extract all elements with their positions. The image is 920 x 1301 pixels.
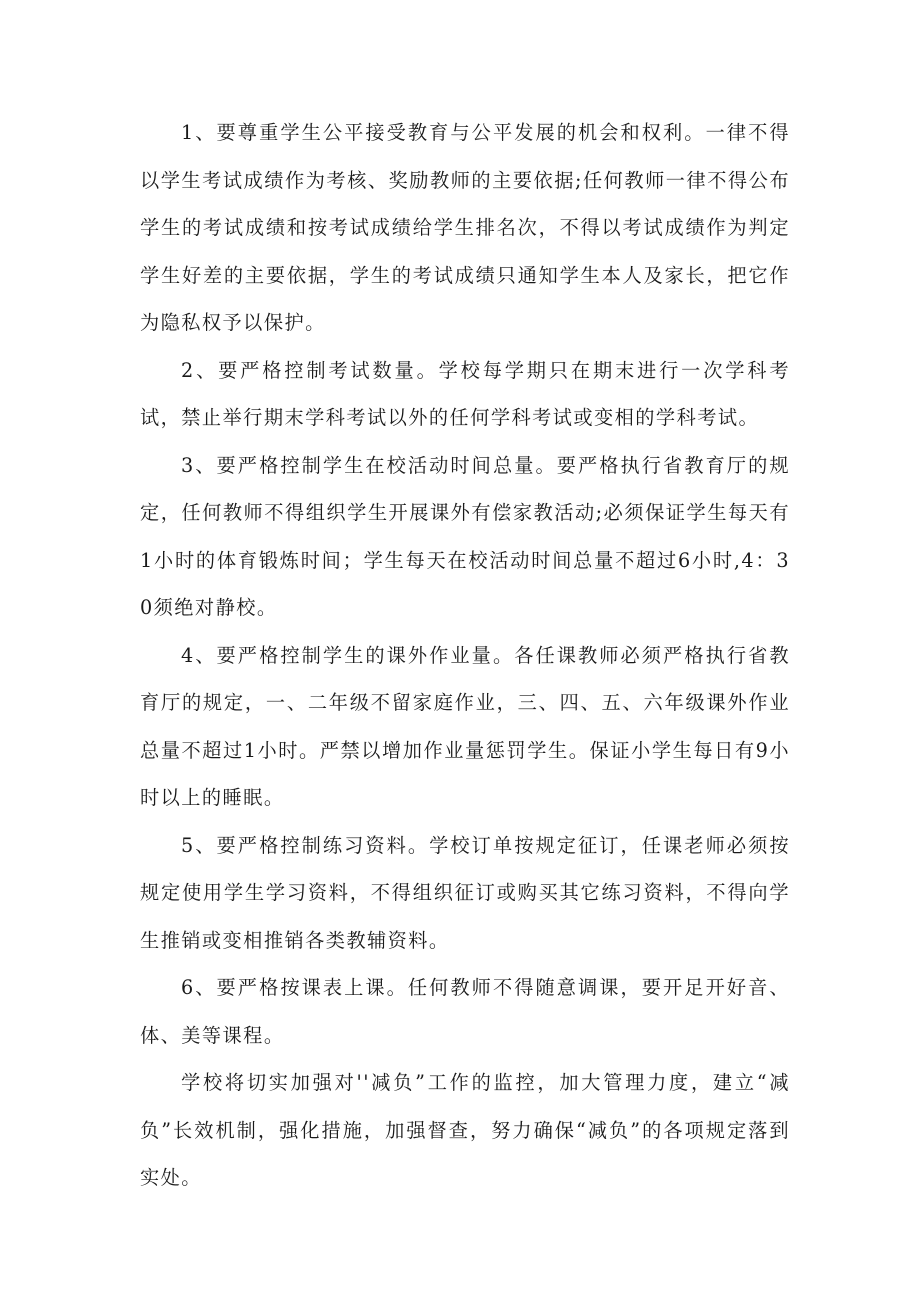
paragraph-1: 1、要尊重学生公平接受教育与公平发展的机会和权利。一律不得以学生考试成绩作为考核、奖励教师的主要依据;任何教师一律不得公布学生的考试成绩和按考试成绩给学生排名次，不得以考试成绩作为判定学生好差的主要依据，学生的考试成绩只通知学生本人及家长，把它作为隐私权予以保护。 bbox=[140, 121, 790, 334]
paragraph-conclusion: 学校将切实加强对''减负”工作的监控，加大管理力度，建立“减负”长效机制，强化措施，加强督查，努力确保“减负”的各项规定落到实处。 bbox=[140, 1071, 790, 1189]
document-body bbox=[140, 109, 790, 1202]
paragraph-2: 2、要严格控制考试数量。学校每学期只在期末进行一次学科考试，禁止举行期末学科考试以外的任何学科考试或变相的学科考试。 bbox=[140, 358, 790, 429]
paragraph-6: 6、要严格按课表上课。任何教师不得随意调课，要开足开好音、体、美等课程。 bbox=[140, 976, 790, 1047]
paragraph-3: 3、要严格控制学生在校活动时间总量。要严格执行省教育厅的规定，任何教师不得组织学生开展课外有偿家教活动;必须保证学生每天有1小时的体育锻炼时间；学生每天在校活动时间总量不超过6小时,4：30须绝对静校。 bbox=[140, 453, 790, 619]
paragraph-4: 4、要严格控制学生的课外作业量。各任课教师必须严格执行省教育厅的规定，一、二年级不留家庭作业，三、四、五、六年级课外作业总量不超过1小时。严禁以增加作业量惩罚学生。保证小学生每日有9小时以上的睡眠。 bbox=[140, 643, 790, 809]
paragraph-5: 5、要严格控制练习资料。学校订单按规定征订，任课老师必须按规定使用学生学习资料，不得组织征订或购买其它练习资料，不得向学生推销或变相推销各类教辅资料。 bbox=[140, 833, 790, 952]
